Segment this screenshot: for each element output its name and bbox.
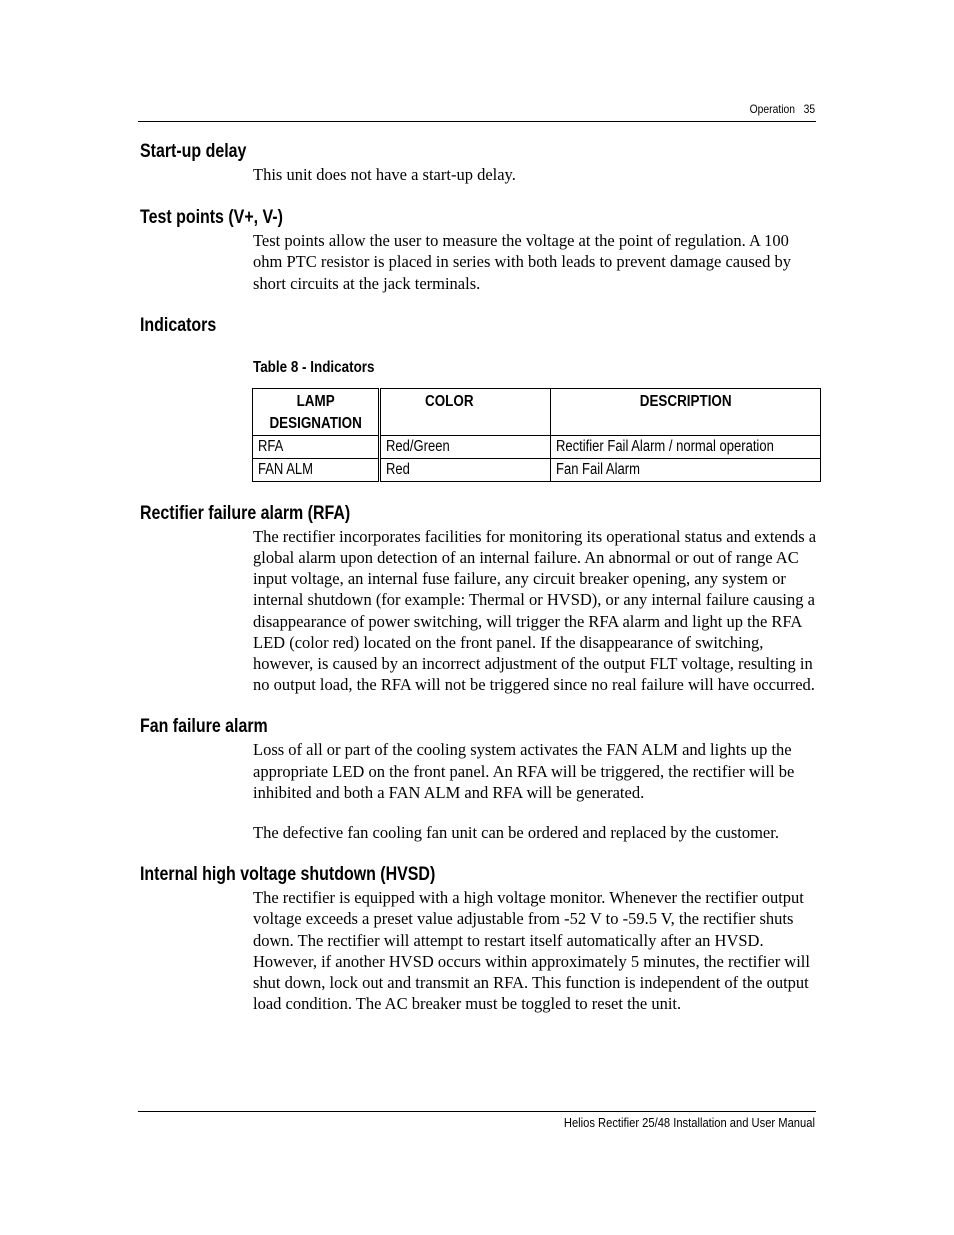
heading-indicators: Indicators [140, 314, 217, 336]
page-footer: Helios Rectifier 25/48 Installation and User Manual [563, 1115, 815, 1130]
hvsd-text: The rectifier is equipped with a high voltage monitor. Whenever the rectifier output voltage exceeds a preset value adjustable from -52 V to -59.5 V, the rectifier shuts down. The rectifier will attempt to restart itself automatically after an HVSD. However, if another HVSD occurs within approximately 5 minutes, the rectifier will shut down, lock out and transmit an RFA. This function is independent of the output load condition. The AC breaker must be toggled to reset the unit. [253, 888, 810, 1014]
heading-hvsd: Internal high voltage shutdown (HVSD) [140, 864, 436, 886]
rfa-text: The rectifier incorporates facilities for monitoring its operational status and extends a global alarm upon detection of an internal failure. An abnormal or out of range AC input voltage, an internal fuse failure, any circuit breaker opening, any system or internal shutdown (for example: Thermal or HVSD), or any internal failure causing a disappearance of power switching, will trigger the RFA alarm and light up the RFA LED (color red) located on the front panel. If the disappearance of switching, however, is caused by an incorrect adjustment of the output FLT voltage, resulting in no output load, the RFA will not be triggered since no real failure will have occurred. [253, 526, 817, 695]
heading-rfa: Rectifier failure alarm (RFA) [140, 502, 351, 524]
heading-startup-delay: Start-up delay [140, 141, 247, 162]
table-cell-lamp: RFA [253, 435, 380, 458]
table-cell-lamp: FAN ALM [253, 458, 380, 481]
page-content [140, 140, 820, 1014]
test-points-text: Test points allow the user to measure the voltage at the point of regulation. A 100 ohm PTC resistor is placed in series with both leads to prevent damage caused by short circuits at the jack terminals. [253, 231, 791, 293]
table-cell-color: Red/Green [380, 435, 550, 458]
table-header-row [253, 388, 821, 435]
table-row [253, 435, 821, 458]
heading-fan-failure: Fan failure alarm [140, 716, 268, 738]
table-cell-color: Red [380, 458, 550, 481]
page-number: 35 [803, 102, 815, 116]
footer-rule [138, 1111, 816, 1112]
table-title: Table 8 - Indicators [253, 358, 375, 376]
indicators-table [252, 388, 821, 482]
column-header-lamp-designation: LAMP DESIGNATION [253, 388, 380, 435]
table-cell-description: Rectifier Fail Alarm / normal operation [550, 435, 820, 458]
page-header [750, 102, 815, 116]
fan-failure-text-2: The defective fan cooling fan unit can be ordered and replaced by the customer. [253, 823, 779, 843]
table-row [253, 458, 821, 481]
header-rule [138, 121, 816, 122]
header-section: Operation [749, 102, 795, 116]
heading-test-points: Test points (V+, V-) [140, 207, 283, 229]
column-header-color: COLOR [380, 388, 550, 435]
column-header-description: DESCRIPTION [550, 388, 820, 435]
startup-delay-text: This unit does not have a start-up delay. [253, 165, 516, 184]
table-cell-description: Fan Fail Alarm [550, 458, 820, 481]
fan-failure-text-1: Loss of all or part of the cooling system activates the FAN ALM and lights up the appropriate LED on the front panel. An RFA will be triggered, the rectifier will be inhibited and both a FAN ALM and RFA will be generated. [253, 740, 795, 802]
